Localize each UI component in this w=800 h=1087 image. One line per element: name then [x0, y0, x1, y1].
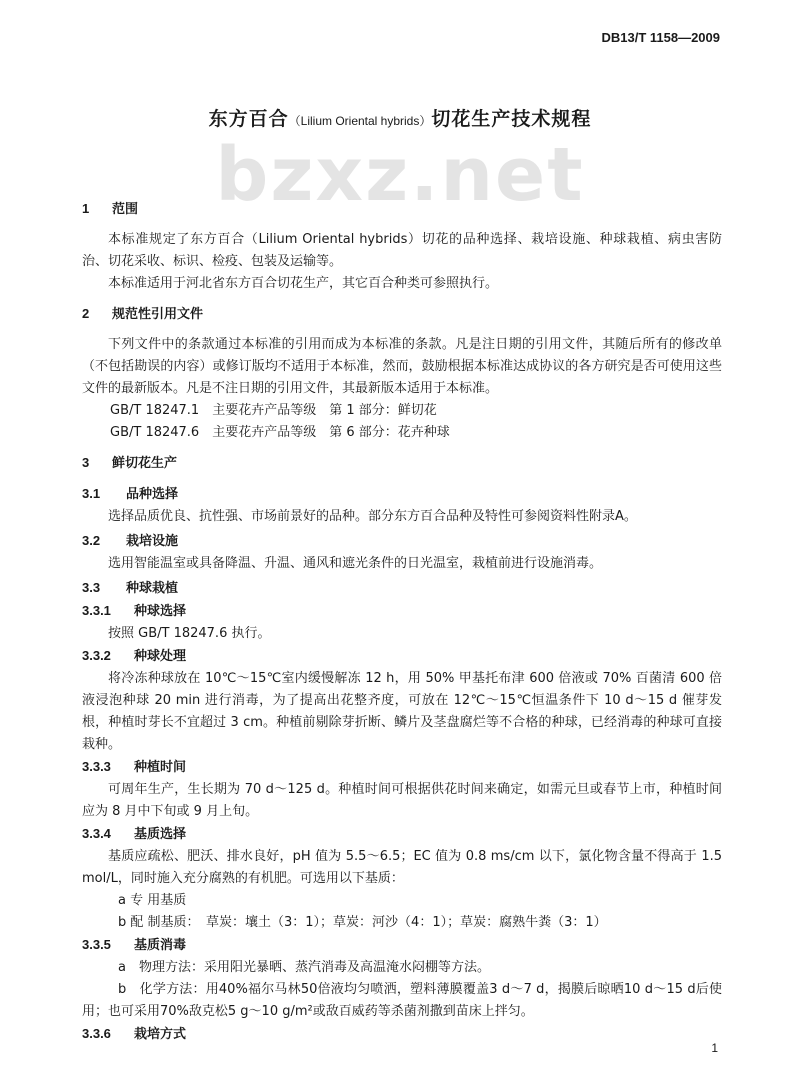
- title-latin-name: （Lilium Oriental hybrids）: [288, 114, 432, 128]
- subsection-heading: 3.2 栽培设施: [82, 533, 179, 549]
- section-heading: 1 范围: [82, 201, 139, 217]
- section-heading: 3 鲜切花生产: [82, 455, 178, 471]
- subsection-heading: 3.3 种球栽植: [82, 580, 179, 596]
- paragraph: 按照 GB/T 18247.6 执行。: [108, 626, 271, 641]
- paragraph: 将冷冻种球放在 10℃～15℃室内缓慢解冻 12 h，用 50% 甲基托布津 600 倍液或 70% 百菌清 600 倍液浸泡种球 20 min 进行消毒，为了提高出花整齐度，可放在 12℃～15℃恒温条件下 10 d～15 d 催芽发根，种植时芽长不宜超过 3 cm。种植前剔除芽折断、鳞片及茎盘腐烂等不合格的种球，已经消毒的种球可直接栽种。: [82, 671, 722, 752]
- subsubsection-heading: 3.3.5 基质消毒: [82, 937, 187, 953]
- paragraph: 可周年生产，生长期为 70 d～125 d。种植时间可根据供花时间来确定，如需元旦或春节上市，种植时间应为 8 月中下旬或 9 月上旬。: [82, 782, 722, 819]
- page-number: 1: [711, 1041, 718, 1055]
- subsubsection-heading: 3.3.4 基质选择: [82, 826, 187, 842]
- document-body: [82, 192, 722, 1046]
- list-item: b 配 制基质： 草炭：壤土（3：1）；草炭：河沙（4：1）；草炭：腐熟牛粪（3：1）: [118, 915, 607, 930]
- list-item-wrapped: b 化学方法：用40%福尔马林50倍液均匀喷洒，塑料薄膜覆盖3 d～7 d，揭膜后晾晒10 d～15 d后使用；也可采用70%敌克松5 g～10 g/m²或敌百威药等杀菌剂撒到苗床上拌匀。: [82, 982, 722, 1019]
- paragraph: 选择品质优良、抗性强、市场前景好的品种。部分东方百合品种及特性可参阅资料性附录A。: [108, 509, 637, 524]
- subsubsection-heading: 3.3.6 栽培方式: [82, 1026, 187, 1042]
- reference-item: GB/T 18247.1 主要花卉产品等级 第 1 部分：鲜切花: [110, 403, 437, 418]
- paragraph: 基质应疏松、肥沃、排水良好，pH 值为 5.5～6.5；EC 值为 0.8 ms/cm 以下，氯化物含量不得高于 1.5 mol/L，同时施入充分腐熟的有机肥。可选用以下基质：: [82, 849, 722, 886]
- watermark: bzxz.net: [215, 132, 585, 218]
- subsection-heading: 3.1 品种选择: [82, 486, 179, 502]
- document-number: DB13/T 1158—2009: [601, 30, 720, 45]
- paragraph: 本标准规定了东方百合（Lilium Oriental hybrids）切花的品种选择、栽培设施、种球栽植、病虫害防治、切花采收、标识、检疫、包装及运输等。: [82, 232, 722, 269]
- title-chinese-prefix: 东方百合: [208, 108, 289, 130]
- subsubsection-heading: 3.3.2 种球处理: [82, 648, 187, 664]
- list-item: a 物理方法：采用阳光暴晒、蒸汽消毒及高温淹水闷棚等方法。: [118, 960, 490, 975]
- subsubsection-heading: 3.3.3 种植时间: [82, 759, 187, 775]
- paragraph: 下列文件中的条款通过本标准的引用而成为本标准的条款。凡是注日期的引用文件，其随后所有的修改单（不包括勘误的内容）或修订版均不适用于本标准，然而，鼓励根据本标准达成协议的各方研究是否可使用这些文件的最新版本。凡是不注日期的引用文件，其最新版本适用于本标准。: [82, 337, 722, 396]
- list-item: a 专 用基质: [118, 893, 187, 908]
- section-heading: 2 规范性引用文件: [82, 306, 204, 322]
- subsubsection-heading: 3.3.1 种球选择: [82, 603, 187, 619]
- paragraph: 选用智能温室或具备降温、升温、通风和遮光条件的日光温室，栽植前进行设施消毒。: [108, 556, 603, 571]
- paragraph: 本标准适用于河北省东方百合切花生产，其它百合种类可参照执行。: [108, 276, 499, 291]
- document-title: [0, 104, 800, 131]
- title-chinese-suffix: 切花生产技术规程: [431, 108, 592, 130]
- reference-item: GB/T 18247.6 主要花卉产品等级 第 6 部分：花卉种球: [110, 425, 450, 440]
